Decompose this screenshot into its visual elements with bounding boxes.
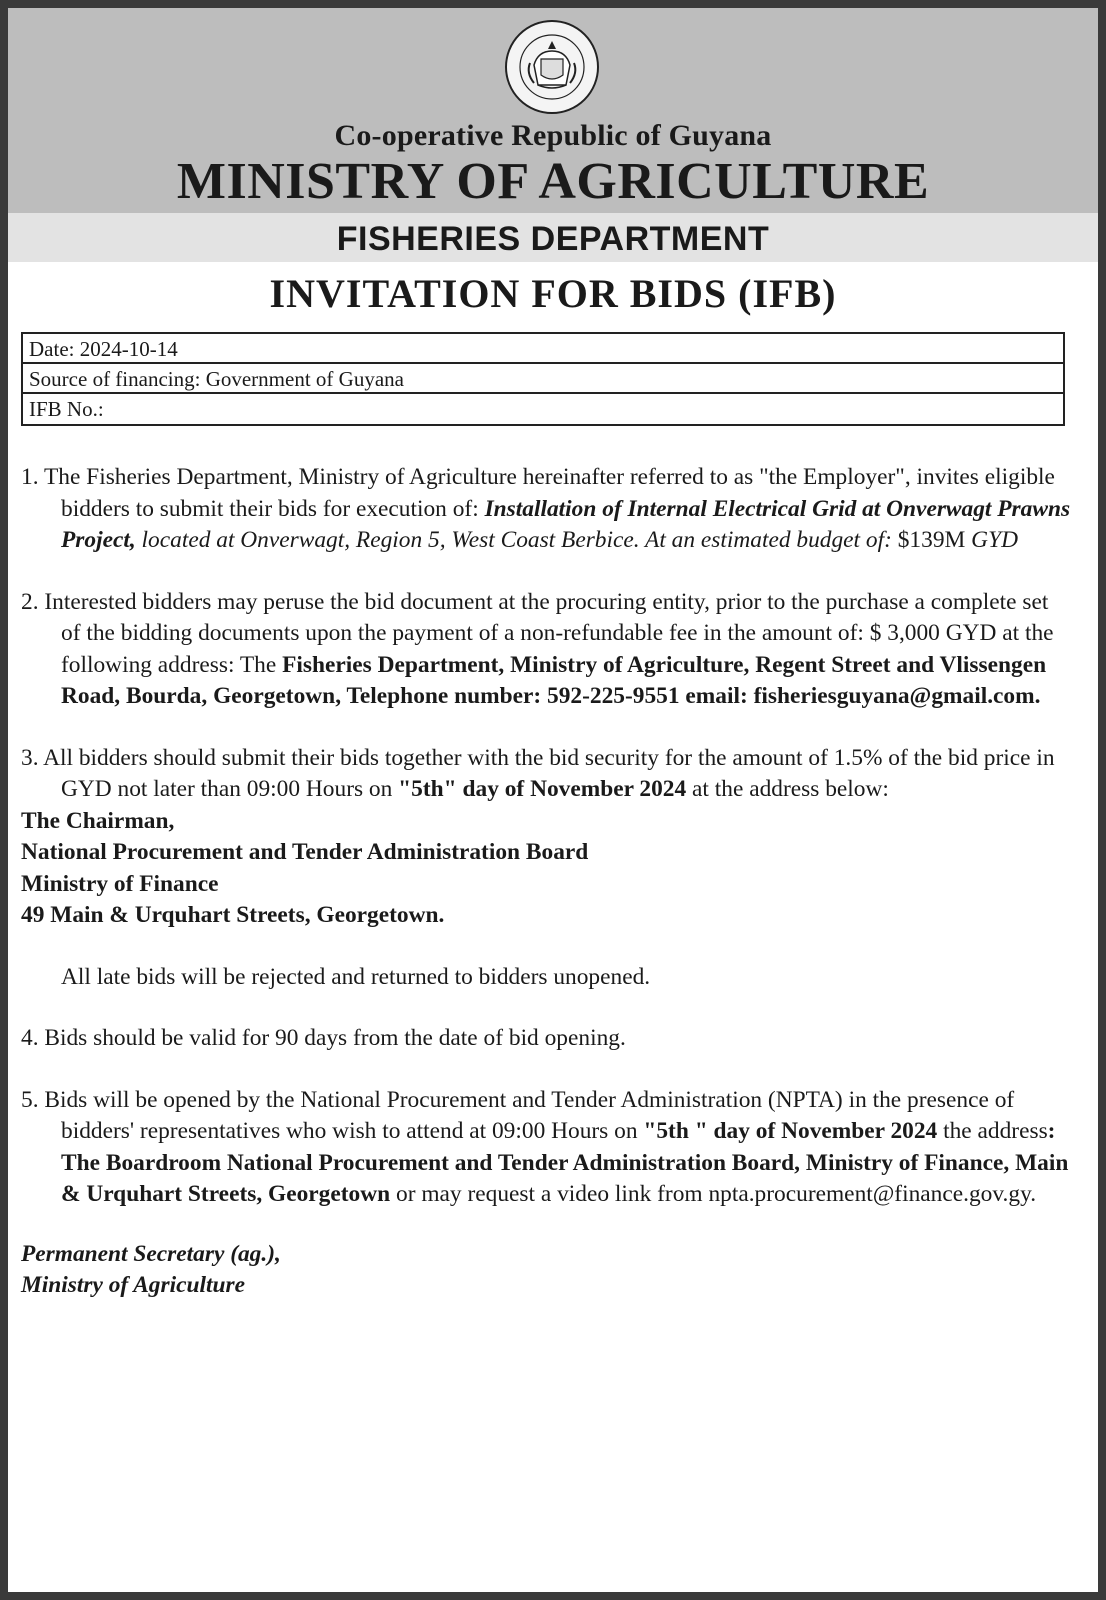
notice-title: INVITATION FOR BIDS (IFB) bbox=[269, 271, 837, 316]
address-line: Ministry of Finance bbox=[21, 870, 219, 897]
ifb-number-row: IFB No.: bbox=[29, 397, 104, 421]
address-line: National Procurement and Tender Administration Board bbox=[21, 839, 589, 865]
opening-venue: : The Boardroom National Procurement and Tender Administration Board, Ministry of Finance, Main & Urquhart Streets, Georgetown bbox=[61, 1118, 1069, 1207]
p3-text: 3. All bidders should submit their bids together with the bid security for the amount of 1.5% of the bid price in GYD not later than 09:00 Hours on bbox=[21, 744, 1055, 802]
fisheries-address: Fisheries Department, Ministry of Agriculture, Regent Street and Vlissengen Road, Bourda, Georgetown, Telephone number: 592-225-9551 email: fisheriesguyana@gmail.com. bbox=[61, 651, 1047, 709]
country-name: Co-operative Republic of Guyana bbox=[334, 119, 772, 152]
p5-text: 5. Bids will be opened by the National Procurement and Tender Administration (NPTA) in the presence of bidders' representatives who wish to attend at 09:00 Hours on bbox=[21, 1086, 1015, 1144]
video-link-text: or may request a video link from npta.procurement@finance.gov.gy. bbox=[390, 1181, 1037, 1207]
paragraph-5 bbox=[21, 1085, 1071, 1211]
notice-body bbox=[21, 462, 1071, 1302]
signatory-title: Permanent Secretary (ag.), bbox=[21, 1240, 281, 1267]
paragraph-3 bbox=[21, 743, 1071, 806]
p3-tail: at the address below: bbox=[686, 776, 889, 802]
financing-row: Source of financing: Government of Guyana bbox=[23, 364, 1063, 394]
paragraph-2 bbox=[21, 587, 1071, 713]
p2-text: 2. Interested bidders may peruse the bid document at the procuring entity, prior to the purchase a complete set of the bidding documents upon the payment of a non-refundable fee in the amount of: $ 3,000 GYD at the following address: The bbox=[21, 588, 1054, 678]
opening-date: "5th " day of November 2024 bbox=[643, 1118, 938, 1144]
late-bids-notice: All late bids will be rejected and returned to bidders unopened. bbox=[61, 963, 651, 990]
budget-amount: $139M bbox=[891, 527, 972, 553]
department-name: FISHERIES DEPARTMENT bbox=[336, 220, 770, 258]
p1-text: 1. The Fisheries Department, Ministry of Agriculture hereinafter referred to as "the Employer", invites eligible bidders to submit their bids for execution of: bbox=[21, 464, 1055, 522]
project-name: Installation of Internal Electrical Grid at Onverwagt Prawns Project, bbox=[61, 495, 1071, 553]
date-row: Date: 2024-10-14 bbox=[23, 334, 1063, 364]
submission-deadline: "5th" day of November 2024 bbox=[398, 776, 687, 802]
paragraph-4: 4. Bids should be valid for 90 days from the date of bid opening. bbox=[21, 1025, 626, 1051]
address-line: The Chairman, bbox=[21, 807, 175, 834]
budget-currency: GYD bbox=[971, 527, 1018, 553]
ministry-seal-logo bbox=[504, 19, 600, 115]
ministry-name: MINISTRY OF AGRICULTURE bbox=[176, 153, 930, 210]
info-table bbox=[21, 332, 1065, 426]
signatory-ministry: Ministry of Agriculture bbox=[21, 1272, 245, 1298]
signature-block bbox=[21, 1239, 1071, 1302]
address-line: 49 Main & Urquhart Streets, Georgetown. bbox=[21, 902, 445, 928]
submission-address bbox=[21, 806, 1071, 932]
p1-location: located at Onverwagt, Region 5, West Coast Berbice. At an estimated budget of: bbox=[135, 527, 892, 553]
p5-connector: the address bbox=[937, 1118, 1048, 1144]
paragraph-1 bbox=[21, 462, 1071, 557]
